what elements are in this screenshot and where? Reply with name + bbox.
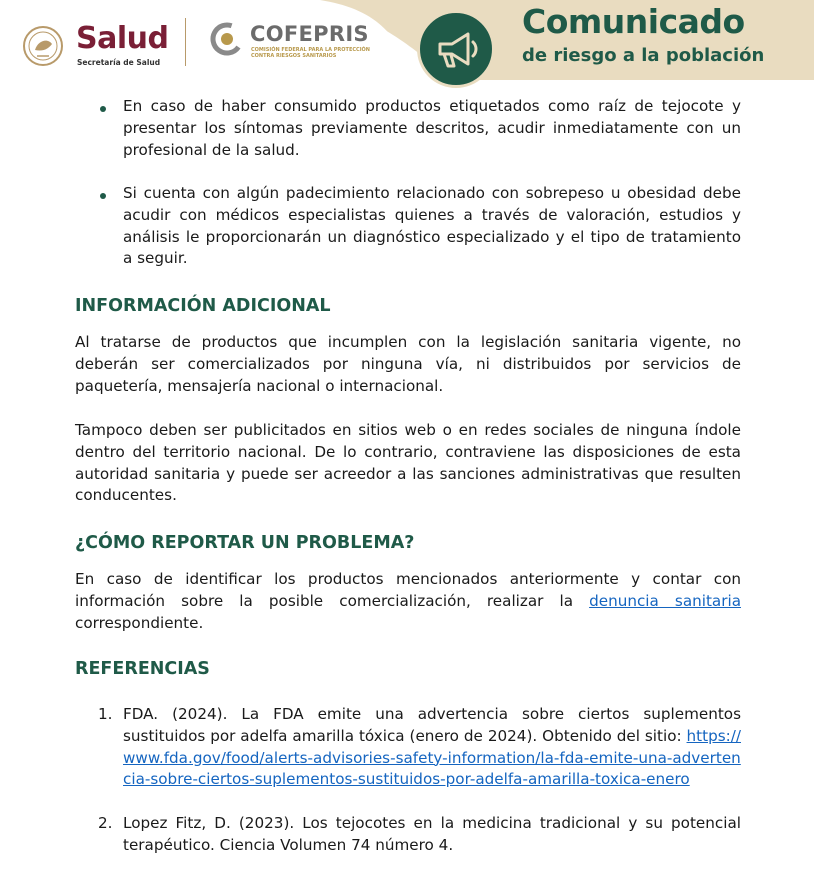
megaphone-icon bbox=[430, 26, 482, 72]
reference-item-2: Lopez Fitz, D. (2023). Los tejocotes en la medicina tradicional y su potencial terapéutico. Ciencia Volumen 74 número 4. bbox=[123, 814, 741, 854]
reference-number: 2. bbox=[98, 814, 113, 832]
section-heading-references: REFERENCIAS bbox=[75, 659, 210, 679]
cofepris-logo-icon bbox=[210, 22, 244, 56]
bullet-dot bbox=[100, 106, 106, 112]
comunicado-subtitle: de riesgo a la población bbox=[522, 45, 765, 66]
salud-logo-subtitle: Secretaría de Salud bbox=[77, 58, 161, 67]
cofepris-logo-text: COFEPRIS bbox=[250, 22, 369, 46]
info-paragraph-1: Al tratarse de productos que incumplen con la legislación sanitaria vigente, no deberán ser comercializados por ninguna vía, ni distribuidos por servicios de paquetería, mensajería nacional o internacional. bbox=[75, 333, 741, 395]
reference-item-1 bbox=[123, 704, 741, 791]
bullet-dot bbox=[100, 193, 106, 199]
reference-text: FDA. (2024). La FDA emite una advertencia sobre ciertos suplementos sustituidos por adelfa amarilla tóxica (enero de 2024). Obtenido del sitio: bbox=[123, 705, 741, 745]
info-paragraph-2: Tampoco deben ser publicitados en sitios web o en redes sociales de ninguna índole dentro del territorio nacional. De lo contrario, contraviene las disposiciones de esta autoridad sanitaria y puede ser acreedor a las sanciones administrativas que resulten conducentes. bbox=[75, 421, 741, 505]
cofepris-logo-subtitle: COMISIÓN FEDERAL PARA LA PROTECCIÓN CONTRA RIESGOS SANITARIOS bbox=[251, 47, 370, 59]
report-text-after: correspondiente. bbox=[75, 613, 204, 632]
denuncia-sanitaria-link[interactable]: denuncia sanitaria bbox=[589, 591, 741, 610]
list-item-bullet-2: Si cuenta con algún padecimiento relacionado con sobrepeso u obesidad debe acudir con médicos especialistas quienes a través de valoración, estudios y análisis le proporcionarán un diagnóstico especializado y el tipo de tratamiento a seguir. bbox=[123, 184, 741, 268]
reference-url-link[interactable]: https://www.fda.gov/food/alerts-advisories-safety-information/la-fda-emite-una-advertencia-sobre-ciertos-suplementos-sustituidos-por-adelfa-amarilla-toxica-enero bbox=[123, 726, 741, 789]
report-text-before: En caso de identificar los productos mencionados anteriormente y contar con información sobre la posible comercialización, realizar la bbox=[75, 570, 741, 610]
reference-number: 1. bbox=[98, 705, 113, 723]
section-heading-info: INFORMACIÓN ADICIONAL bbox=[75, 296, 331, 316]
mexico-seal-icon bbox=[22, 22, 64, 70]
page-header bbox=[0, 0, 814, 86]
salud-logo-text: Salud bbox=[76, 21, 169, 56]
section-heading-report: ¿CÓMO REPORTAR UN PROBLEMA? bbox=[75, 533, 415, 553]
list-item-bullet-1: En caso de haber consumido productos etiquetados como raíz de tejocote y presentar los síntomas previamente descritos, acudir inmediatamente con un profesional de la salud. bbox=[123, 97, 741, 159]
logo-divider bbox=[185, 18, 186, 66]
report-paragraph bbox=[75, 569, 741, 634]
comunicado-title: Comunicado bbox=[522, 2, 745, 41]
